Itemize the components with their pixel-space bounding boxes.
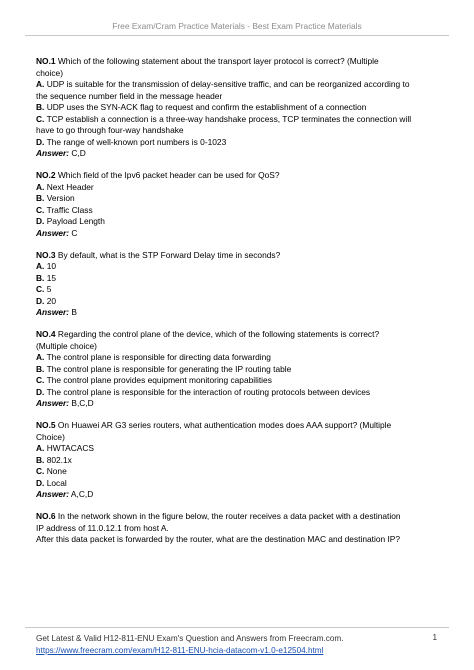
option-a-continued: the sequence number field in the message header — [36, 90, 223, 101]
option-letter: A. — [36, 79, 45, 89]
option-letter: C. — [36, 284, 45, 294]
question-stem-text: Which of the following statement about the transport layer protocol is correct? (Multiple — [57, 56, 379, 66]
answer-line — [36, 307, 442, 319]
question-stem-text: Regarding the control plane of the device, which of the following statements is correct? — [57, 329, 380, 339]
option-d — [36, 387, 442, 399]
question-stem-text: On Huawei AR G3 series routers, what authentication modes does AAA support? (Multiple — [57, 420, 392, 430]
option-letter: B. — [36, 102, 45, 112]
option-c — [36, 284, 442, 296]
answer-value: A,C,D — [70, 489, 94, 499]
footer-text: Get Latest & Valid H12-811-ENU Exam's Question and Answers from Freecram.com. — [36, 634, 344, 643]
option-letter: D. — [36, 477, 45, 488]
page-number: 1 — [432, 633, 437, 642]
question-stem-text: Which field of the Ipv6 packet header can be used for QoS? — [57, 170, 280, 180]
question-stem-line — [36, 420, 442, 432]
option-letter: B. — [36, 193, 45, 203]
option-letter: D. — [36, 386, 45, 397]
option-c — [36, 114, 442, 126]
option-text: The control plane provides equipment monitoring capabilities — [46, 375, 272, 385]
answer-label: Answer: — [36, 489, 70, 499]
option-d — [36, 137, 442, 149]
option-text: UDP is suitable for the transmission of delay-sensitive traffic, and can be reorganized according to — [46, 79, 410, 89]
option-letter: D. — [36, 295, 45, 306]
option-d — [36, 296, 442, 308]
option-b — [36, 364, 442, 376]
question-stem-line — [36, 329, 442, 341]
option-text: HWTACACS — [46, 443, 95, 453]
answer-label: Answer: — [36, 307, 70, 317]
option-text: Payload Length — [46, 216, 105, 226]
questions-list — [36, 56, 442, 556]
option-text: Next Header — [46, 181, 94, 192]
option-letter: B. — [36, 272, 45, 283]
option-c-continued: have to go through four-way handshake — [36, 125, 184, 135]
option-letter: D. — [36, 216, 45, 226]
question-number: NO.5 — [36, 420, 56, 430]
option-letter: B. — [36, 454, 45, 465]
option-text: 5 — [46, 284, 52, 294]
option-letter: A. — [36, 181, 45, 192]
question-6 — [36, 511, 442, 546]
option-d — [36, 216, 442, 228]
answer-value: B — [71, 307, 77, 317]
question-number: NO.1 — [36, 56, 56, 66]
footer-divider — [25, 627, 449, 628]
option-b — [36, 273, 442, 285]
option-letter: B. — [36, 363, 45, 374]
option-letter: C. — [36, 204, 45, 215]
option-b — [36, 102, 442, 114]
question-stem-line: IP address of 11.0.12.1 from host A. — [36, 522, 169, 533]
option-text: TCP establish a connection is a three-way handshake process, TCP terminates the connection will — [46, 113, 412, 124]
question-number: NO.2 — [36, 170, 56, 180]
option-letter: D. — [36, 136, 45, 147]
option-c — [36, 205, 442, 217]
option-text: None — [46, 466, 67, 476]
page-header: Free Exam/Cram Practice Materials - Best Exam Practice Materials — [112, 21, 362, 31]
question-3 — [36, 250, 442, 319]
option-text: The control plane is responsible for directing data forwarding — [46, 352, 271, 362]
option-c — [36, 466, 442, 478]
answer-line — [36, 228, 442, 240]
question-stem-line: (Multiple choice) — [36, 340, 97, 351]
option-text: Local — [46, 477, 67, 488]
question-stem-text: In the network shown in the figure below, the router receives a data packet with a destination — [57, 511, 401, 521]
option-text: 10 — [46, 261, 57, 271]
question-number: NO.6 — [36, 511, 56, 521]
answer-value: C,D — [71, 148, 86, 158]
option-letter: A. — [36, 352, 45, 362]
option-a — [36, 352, 442, 364]
option-a — [36, 443, 442, 455]
option-letter: C. — [36, 375, 45, 385]
option-text: The control plane is responsible for the interaction of routing protocols between devices — [46, 386, 371, 397]
question-4 — [36, 329, 442, 410]
option-text: UDP uses the SYN-ACK flag to request and confirm the establishment of a connection — [46, 102, 367, 112]
answer-value: C — [71, 227, 78, 238]
question-stem-line — [36, 170, 442, 182]
answer-line — [36, 148, 442, 160]
question-number: NO.3 — [36, 249, 56, 260]
page-footer — [36, 633, 442, 657]
question-stem-line — [36, 511, 442, 523]
answer-label: Answer: — [36, 227, 70, 238]
option-text: 15 — [46, 272, 57, 283]
option-text: 802.1x — [46, 454, 72, 465]
question-stem-line — [36, 250, 442, 262]
answer-value: B,C,D — [71, 398, 94, 408]
option-letter: C. — [36, 113, 45, 124]
question-stem-line — [36, 56, 442, 68]
question-2 — [36, 170, 442, 239]
question-number: NO.4 — [36, 329, 56, 339]
header-divider — [25, 35, 449, 36]
question-stem-line: After this data packet is forwarded by the router, what are the destination MAC and destination IP? — [36, 534, 401, 544]
option-text: The range of well-known port numbers is 0-1023 — [46, 136, 227, 147]
answer-label: Answer: — [36, 398, 70, 408]
option-a — [36, 79, 442, 91]
question-stem-text: By default, what is the STP Forward Delay time in seconds? — [57, 249, 281, 260]
option-b — [36, 455, 442, 467]
question-stem-line: Choice) — [36, 431, 65, 442]
option-letter: A. — [36, 261, 45, 271]
answer-line — [36, 489, 442, 501]
option-c — [36, 375, 442, 387]
footer-link[interactable]: https://www.freecram.com/exam/H12-811-ENU-hcia-datacom-v1.0-e12504.html — [36, 646, 324, 655]
option-d — [36, 478, 442, 490]
question-stem-line: choice) — [36, 67, 63, 78]
option-text: Version — [46, 193, 75, 203]
option-a — [36, 182, 442, 194]
option-letter: C. — [36, 466, 45, 476]
option-letter: A. — [36, 443, 45, 453]
option-a — [36, 261, 442, 273]
option-b — [36, 193, 442, 205]
option-text: Traffic Class — [46, 204, 93, 215]
question-1 — [36, 56, 442, 160]
question-5 — [36, 420, 442, 501]
option-text: The control plane is responsible for generating the IP routing table — [46, 363, 292, 374]
option-text: 20 — [46, 295, 57, 306]
answer-line — [36, 398, 442, 410]
answer-label: Answer: — [36, 148, 70, 158]
